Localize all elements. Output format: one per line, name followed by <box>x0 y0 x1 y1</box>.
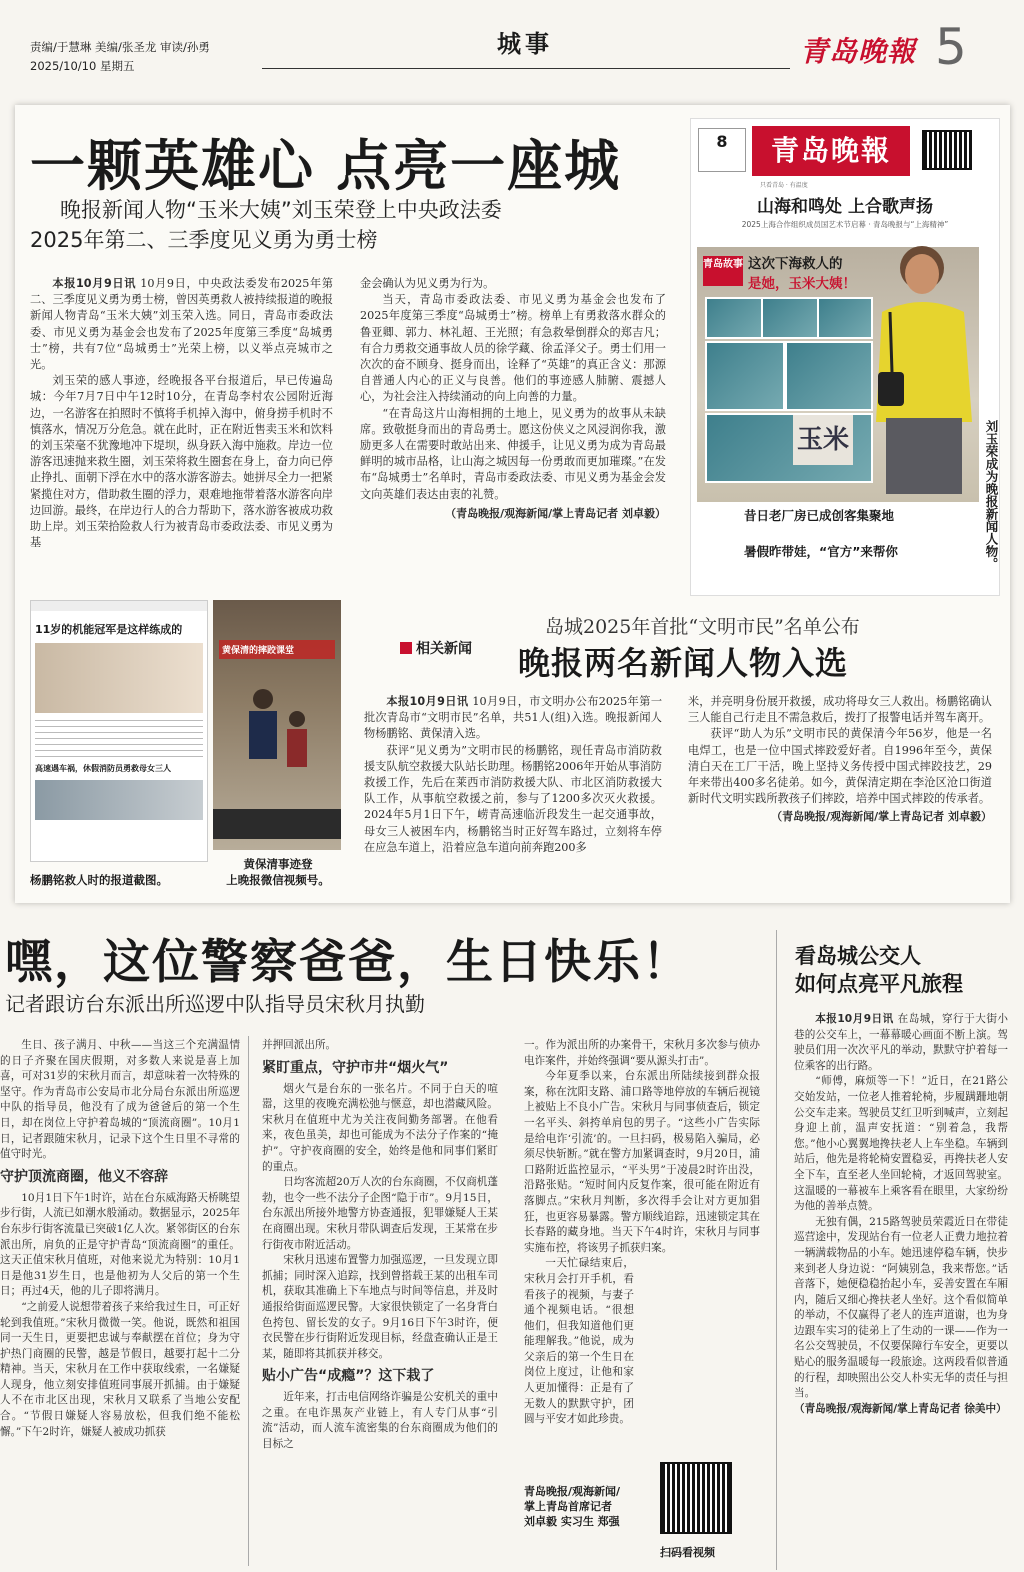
shot1-photo-2 <box>35 780 203 820</box>
shot1-photo <box>35 643 203 713</box>
bus-headline <box>795 942 963 998</box>
police-paragraph: 并押回派出所。 <box>262 1039 337 1051</box>
related-paragraph: 米，并亮明身份展开救援，成功将母女三人救出。杨鹏铭确认三人能自己行走且不需急救后，拨打了报警电话并驾车离开。 <box>688 695 992 725</box>
shot2-caption-line-2: 上晚报微信视频号。 <box>226 873 330 887</box>
lead-subhead-line-2: 2025年第二、三季度见义勇为勇士榜 <box>30 228 378 252</box>
police-paragraph: 今年夏季以来，台东派出所陆续接到群众报案，称在沈阳支路、浦口路等地停放的车辆后视镜上被贴上不良小广告。宋秋月与同事侦查后，锁定一名平头、斜挎单肩包的男子。“这些小广告实际是给电诈‘引流’的。一旦扫码，极易陷入骗局，必须尽快斩断。”就在警方加紧调查时，9月20日，浦口路附近监控显示，“平头男”于凌晨2时许出没，沿路张贴。“短时间内反复作案，很可能在附近有落脚点。”宋秋月判断，多次得手会让对方更加猖狂，也更容易暴露。警方顺线追踪，迅速锁定其在长春路的藏身地。当天下午4时许，宋秋月与同事实施布控，将该男子抓获归案。 <box>524 1070 760 1254</box>
page-number: 5 <box>935 18 967 76</box>
related-news-label: 相关新闻 <box>400 638 472 658</box>
side-caption: 刘玉荣成为晚报新闻人物。 <box>984 420 999 570</box>
thumbnail-news-1: 昔日老厂房已成创客集聚地 <box>744 508 895 523</box>
police-headline: 嘿，这位警察爸爸，生日快乐！ <box>5 935 691 990</box>
lead-column-2 <box>360 276 666 522</box>
bus-headline-line-1: 看岛城公交人 <box>795 944 921 968</box>
lead-paragraph: “在青岛这片山海相拥的土地上，见义勇为的故事从未缺席。致敬挺身而出的青岛勇士。愿这份侠义之风浸润你我，激励更多人在需要时敢站出来、伸援手，让见义勇为成为青岛最鲜明的城市品格，让山海之城因每一份勇敢而更加璀璨。”在发布“岛城勇士”名单时，青岛市委政法委、市见义勇为基金会发文向英雄们表达由衷的礼赞。 <box>360 406 666 501</box>
police-signature: 青岛晚报/观海新闻/掌上青岛首席记者 刘卓毅 实习生 郑强 <box>524 1485 621 1528</box>
thumbnail-badge: 青岛故事 <box>703 256 743 286</box>
police-paragraph: 10月1日下午1时许，站在台东威海路天桥眺望步行街，人流已如潮水般涌动。数据显示，2025年台东步行街客流量已突破1亿人次。紧邻街区的台东派出所，肩负的正是守护青岛“顶流商圈”的重任。这天正值宋秋月值班，对他来说尤为特别：10月1日是他31岁生日，也是他初为人父后的第一个生日；再过4天，他的儿子即将满月。 <box>0 1191 240 1298</box>
shot1-text-block <box>35 717 203 757</box>
editors-line: 责编/于慧琳 美编/张圣龙 审读/孙勇 <box>30 40 210 54</box>
thumbnail-masthead: 青岛晚報 <box>752 126 910 176</box>
police-subhead-2: 紧盯重点，守护市井“烟火气” <box>262 1059 449 1076</box>
lead-subhead <box>30 195 502 255</box>
bus-paragraph: “师傅，麻烦等一下！”近日，在21路公交始发站，一位老人推着轮椅，步履蹒跚地朝公交车走来。驾驶员艾红卫听到喊声，立刻起身迎上前，温声安抚道：“别着急，我帮您。”他小心翼翼地搀扶老人上车坐稳。车辆到站后，他先是将轮椅安置稳妥，再搀扶老人安全下车，直至老人坐回轮椅，才返回驾驶室。这温暖的一幕被车上乘客看在眼里，大家纷纷为他的善举点赞。 <box>794 1075 1008 1213</box>
thumbnail-story-title <box>748 254 856 294</box>
lead-paragraph: 10月9日，中央政法委发布2025年第二、三季度见义勇为勇士榜，曾因英勇救人被持续报道的晚报新闻人物青岛“玉米大姨”刘玉荣入选。同日，青岛市委政法委、市见义勇为基金会也发布了2025年度第三季度“岛城勇士”榜，共有7位“岛城勇士”光荣上榜，以义举点亮城市之光。 <box>30 277 334 372</box>
police-paragraph: 近年来，打击电信网络诈骗是公安机关的重中之重。在电诈黑灰产业链上，有人专门从事“引流”活动，而人流车流密集的台东商圈成为他们的目标之 <box>262 1391 498 1451</box>
police-paragraph: “之前爱人说想带着孩子来给我过生日，可正好轮到我值班。”宋秋月微微一笑。他说，既然和祖国同一天生日，更要把忠诚与奉献摆在首位；身为守护热门商圈的民警，越是节假日，越要打起十二分精神。当天，宋秋月在工作中获取线索，一名嫌疑人现身，他立刻安排值班同事展开抓捕。由于嫌疑人不在市北区出现，宋秋月又联系了当地公安配合。“节假日嫌疑人容易放松，但我们绝不能松懈。”下午2时许，嫌疑人被成功抓获 <box>0 1300 240 1438</box>
bus-paragraph: 在岛城，穿行于大街小巷的公交车上，一幕幕暖心画面不断上演。驾驶员们用一次次平凡的举动，默默守护着每一位乘客的出行路。 <box>794 1013 1008 1072</box>
police-paragraph: 一天忙碌结束后，宋秋月会打开手机，看看孩子的视频，与妻子通个视频电话。“很想他们，但我知道他们更能理解我。”他说，成为父亲后的第一个生日在岗位上度过，让他和家人更加懂得：正是有了无数人的默默守护，团圆与平安才如此珍贵。 <box>524 1257 634 1426</box>
issue-date: 2025/10/10 星期五 <box>30 59 135 73</box>
related-paragraph: 10月9日，市文明办公布2025年第一批次青岛市“文明市民”名单，共51人(组)入选。晚报新闻人物杨鹏铭、黄保清入选。 <box>364 695 663 741</box>
column-rule <box>776 930 777 1570</box>
report-screenshot <box>30 600 208 862</box>
shot1-headline: 11岁的机能冠军是这样练成的 <box>35 623 183 636</box>
lead-headline: 一颗英雄心 点亮一座城 <box>30 134 622 198</box>
thumbnail-subline: 2025上海合作组织成员国艺术节启幕 · 青岛晚报与“上海精神” <box>741 220 949 229</box>
masthead-logo: 青岛晚報 <box>800 35 917 68</box>
sea-photo-tile <box>705 297 765 339</box>
police-subhead: 记者跟访台东派出所巡逻中队指导员宋秋月执勤 <box>5 992 425 1016</box>
related-paragraph: 获评“见义勇为”文明市民的杨鹏铭，现任青岛市消防救援支队航空救援大队站长助理。杨鹏铭2006年开始从事消防救援工作，先后在莱西市消防救援大队、市北区消防救援大队工作，从事航空救援之前，参与了1200多次灭火救援。2024年5月1日下午，崂青高速临沂段发生一起交通事故，母女三人被困车内，杨鹏铭当时正好驾车路过，立刻将车停在应急车道上，沿着应急车道向前奔跑200多 <box>364 743 662 854</box>
shot1-caption: 杨鹏铭救人时的报道截图。 <box>30 873 168 887</box>
related-headline: 晚报两名新闻人物入选 <box>518 644 849 682</box>
thumbnail-issue-number: 8 <box>716 132 728 151</box>
police-column-3 <box>524 1038 760 1428</box>
bus-column <box>794 1012 1008 1417</box>
wrestling-scene-figure <box>213 659 341 839</box>
lead-paragraph: 刘玉荣的感人事迹，经晚报各平台报道后，早已传遍岛城：今年7月7日中午12时10分，在青岛李村农公园附近海边，一名游客在拍照时不慎将手机掉入海中，俯身捞手机时不慎落水，情况万分危急。就在此时，正在附近售卖玉米和饮料的刘玉荣毫不犹豫地冲下堤坝，纵身跃入海中施救。岸边一位游客迅速抛来救生圈，刘玉荣将救生圈套在身上，奋力向已停止挣扎、面朝下浮在水中的落水游客游去。她拼尽全力一把紧紧揽住对方，借助救生圈的浮力，艰难地拖带着落水游客向岸边回游。最终，在岸边行人的合力帮助下，落水游客被成功救助上岸。刘玉荣拾险救人行为被青岛市委政法委、市见义勇为基 <box>30 374 333 550</box>
bus-paragraph: 无独有偶，215路驾驶员荣霞近日在带徒巡营途中，发现站台有一位老人正费力地拉着一辆满载物品的小车。她迅速停稳车辆，快步来到老人身边说：“阿姨别急，我来帮您。”话音落下，她便稳稳抬起小车，妥善安置在车厢内，随后又细心搀扶老人坐好。这个看似简单的举动，不仅赢得了老人的连声道谢，也为身边跟车实习的徒弟上了生动的一课——作为一名公交驾驶员，不仅要保障行车安全，更要以贴心的服务温暖每一段旅途。这两段看似普通的行程，却映照出公交人朴实无华的责任与担当。 <box>794 1215 1008 1400</box>
related-dateline: 本报10月9日讯 <box>386 695 469 708</box>
shot2-overlay-text: 黄保清的摔跤课堂 <box>219 640 335 659</box>
thumbnail-slogan: 只看青岛 · 有温度 <box>760 182 808 189</box>
video-screenshot <box>213 600 341 850</box>
related-kicker: 岛城2025年首批“文明市民”名单公布 <box>545 616 860 638</box>
thumbnail-news-2: 暑假昨带娃，“官方”来帮你 <box>744 544 898 559</box>
related-signature: （青岛晚报/观海新闻/掌上青岛记者 刘卓毅） <box>771 810 992 824</box>
sea-photo-tile <box>705 341 785 411</box>
police-column-2 <box>262 1038 498 1453</box>
bus-signature: （青岛晚报/观海新闻/掌上青岛记者 徐美中） <box>794 1402 1007 1415</box>
lead-paragraph: 金会确认为见义勇为行为。 <box>360 277 495 290</box>
thumbnail-issue-box <box>698 128 746 172</box>
thumbnail-qr-icon <box>922 130 972 170</box>
lead-dateline: 本报10月9日讯 <box>52 277 137 290</box>
lead-signature: （青岛晚报/观海新闻/掌上青岛记者 刘卓毅） <box>445 506 666 520</box>
police-column-1 <box>0 1038 240 1440</box>
related-paragraph: 获评“助人为乐”文明市民的黄保清今年56岁，他是一名电焊工，也是一位中国式摔跤爱好者。自1996年至今，黄保清白天在工厂干活，晚上坚持义务传授中国式摔跤技艺，29年来带出400多名徒弟。如今，黄保清定期在李沧区沧口街道新时代文明实践所教孩子们摔跤，培养中国式摔跤的传承者。 <box>688 727 992 806</box>
police-subhead-3: 贴小广告“成瘾”？这下栽了 <box>262 1368 435 1385</box>
thumbnail-headline: 山海和鸣处 上合歌声扬 <box>757 197 933 217</box>
thumbnail-story-title-line-1: 这次下海救人的 <box>748 256 843 272</box>
related-column-2 <box>688 694 992 826</box>
lead-subhead-line-1: 晚报新闻人物“玉米大姨”刘玉荣登上中央政法委 <box>60 198 502 222</box>
shot1-inner-caption: 高速遇车祸，休假消防员勇救母女三人 <box>35 764 171 773</box>
thumbnail-story-title-line-2: 是她，玉米大姨！ <box>748 276 856 292</box>
police-paragraph: 宋秋月迅速布置警力加强巡逻，一旦发现立即抓捕；同时深入追踪，找到曾搭载王某的出租车司机，获取其准确上下车地点与时间等信息，并及时通报给街面巡逻民警。大家很快锁定了一名身背白色挎包、留长发的女子。9月16日下午3时许，便衣民警在步行街附近发现目标，经盘查确认正是王某，随即将其抓获并移交。 <box>262 1254 498 1360</box>
police-subhead-1: 守护顶流商圈，他义不容辞 <box>0 1168 168 1185</box>
header-rule <box>262 68 790 69</box>
police-intro: 生日、孩子满月、中秋——当这三个充满温情的日子齐聚在国庆假期，对多数人来说是喜上加喜，可对31岁的宋秋月而言，却意味着一次特殊的坚守。作为青岛市公安局市北分局台东派出所巡逻中队的指导员，他没有了成为爸爸后的第一个生日，却在岗位上守护着岛城的“顶流商圈”。10月1日，记者跟随宋秋月，记录下这个生日里不寻常的值守时光。 <box>0 1039 240 1161</box>
header-meta <box>30 38 210 76</box>
police-paragraph: 日均客流超20万人次的台东商圈，不仅商机蓬勃，也令一些不法分子企图“隐于市”。9月15日，台东派出所接外地警方协查通报，犯罪嫌疑人王某在商圈出现。宋秋月带队调查后发现，王某常在步行街夜市附近活动。 <box>262 1176 498 1251</box>
police-paragraph: 一。作为派出所的办案骨干，宋秋月多次参与侦办电诈案件，并始终强调“要从源头打击”。 <box>524 1039 760 1067</box>
lead-column-1 <box>30 276 333 551</box>
stall-sign: 玉米 <box>793 415 853 465</box>
column-rule <box>248 1036 249 1566</box>
sea-photo-tile <box>761 297 821 339</box>
lead-paragraph: 当天，青岛市委政法委、市见义勇为基金会也发布了2025年度第三季度“岛城勇士”榜。榜单上有勇救落水群众的鲁亚卿、郭力、林礼超、王光照；有急救晕倒群众的郑吉凡；有合力勇救交通事故人员的徐学藏、徐孟泽父子。勇士们用一次次的奋不顾身、挺身而出，诠释了“英雄”的真正含义：那源自普通人内心的正义与良善。他们的事迹感人肺腑、震撼人心，为社会注入持续涌动的向上向善的力量。 <box>360 293 666 404</box>
related-column-1 <box>364 694 662 856</box>
video-qr-code-icon[interactable] <box>660 1462 732 1534</box>
qr-caption: 扫码看视频 <box>660 1546 715 1559</box>
police-paragraph: 烟火气是台东的一张名片。不同于白天的喧嚣，这里的夜晚充满松弛与惬意，却也潜藏风险。宋秋月在值班中尤为关注夜间勤务部署。在他看来，夜色虽美，却也可能成为不法分子作案的“掩护”。守护夜商圈的安全，始终是他和同事们紧盯的重点。 <box>262 1082 498 1173</box>
section-title: 城事 <box>497 30 553 58</box>
woman-portrait-figure <box>860 232 980 500</box>
bus-dateline: 本报10月9日讯 <box>815 1013 894 1025</box>
bus-headline-line-2: 如何点亮平凡旅程 <box>795 972 963 996</box>
shot2-caption <box>218 856 338 888</box>
shot2-caption-line-1: 黄保清事迹登 <box>243 857 313 871</box>
